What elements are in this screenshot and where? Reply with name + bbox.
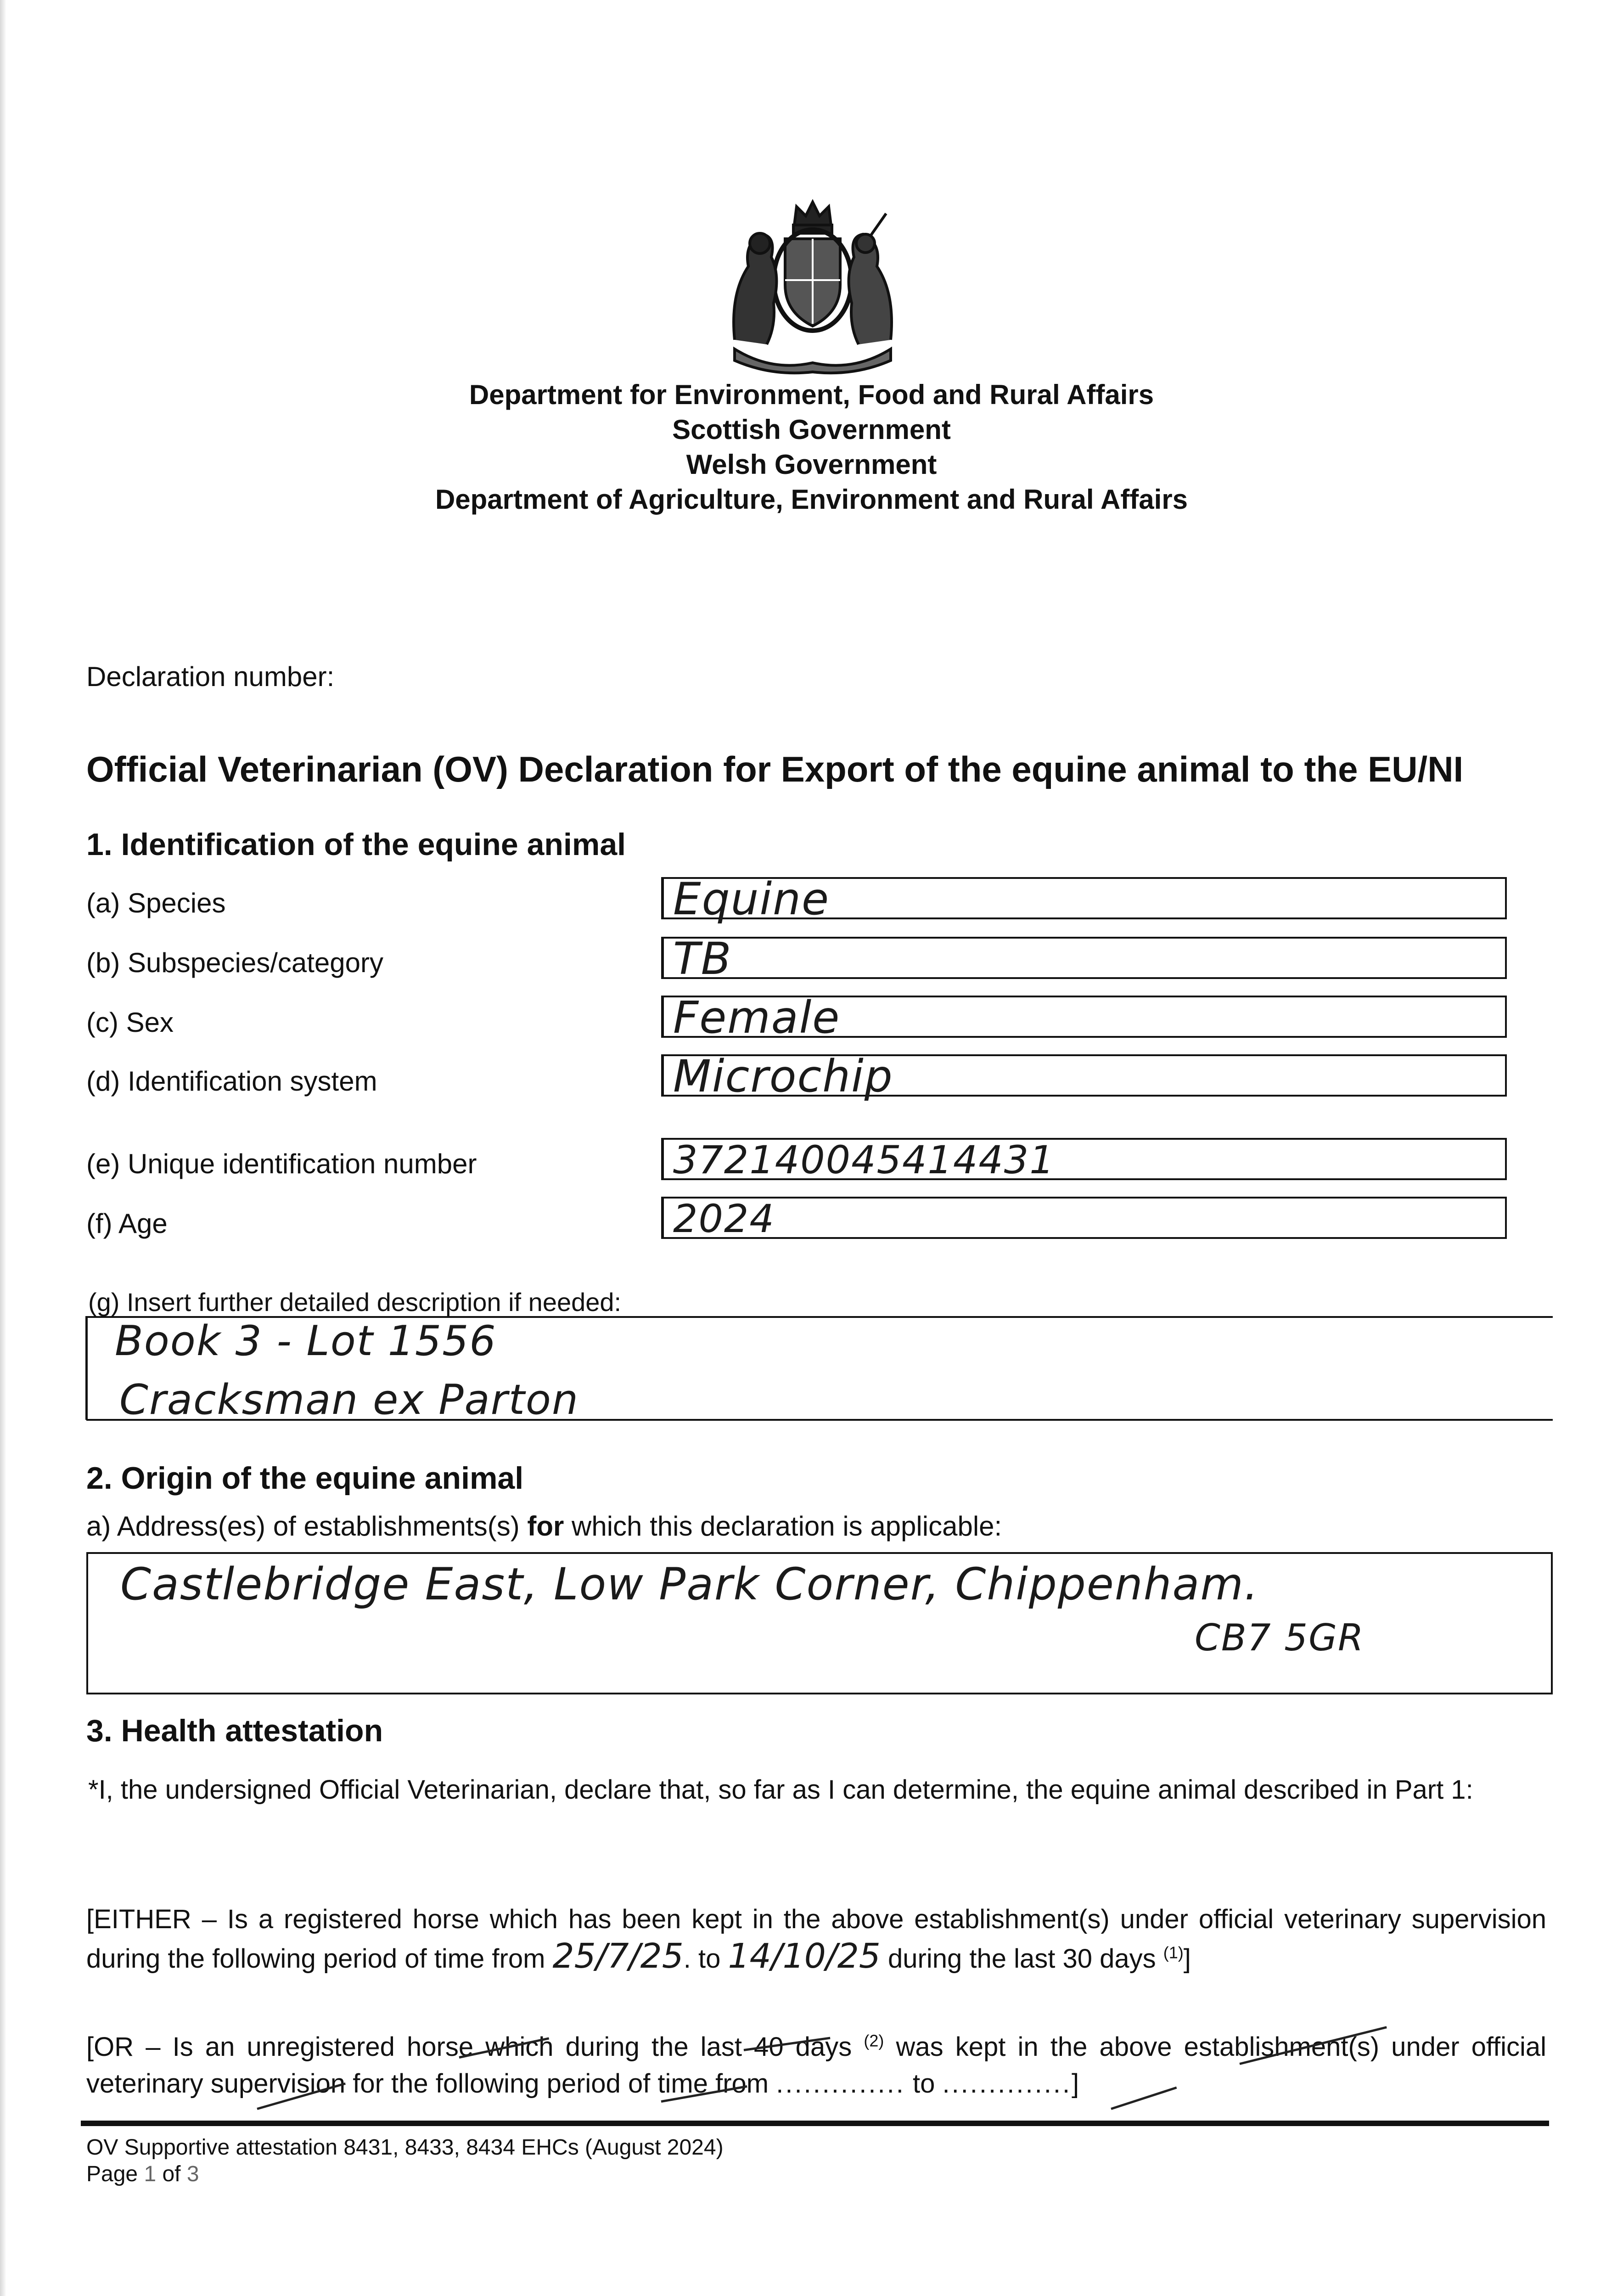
description-left-rule	[85, 1316, 88, 1420]
section1-heading: 1. Identification of the equine animal	[86, 827, 626, 862]
department-welsh-gov: Welsh Government	[686, 449, 937, 480]
footer-attestation: OV Supportive attestation 8431, 8433, 8434 EHCs (August 2024)	[86, 2135, 724, 2160]
sex-field[interactable]	[661, 992, 1507, 1043]
unique-id-value: 372140045414431	[673, 1137, 1055, 1182]
address-line-1: Castlebridge East, Low Park Corner, Chippenham.	[120, 1559, 1259, 1610]
document-title: Official Veterinarian (OV) Declaration for Export of the equine animal to the EU/NI	[86, 749, 1464, 789]
age-field[interactable]	[661, 1197, 1507, 1239]
identification-system-value: Microchip	[673, 1051, 893, 1102]
age-value: 2024	[673, 1196, 775, 1241]
address-label: a) Address(es) of establishments(s) for which this declaration is applicable:	[86, 1511, 1002, 1542]
identification-system-field[interactable]	[661, 1051, 1507, 1102]
either-to-date: 14/10/25	[728, 1936, 881, 1976]
subspecies-value: TB	[673, 933, 732, 985]
royal-coat-of-arms	[716, 193, 909, 377]
origin-address-box[interactable]	[86, 1552, 1553, 1694]
age-label: (f) Age	[86, 1208, 168, 1239]
subspecies-field[interactable]	[661, 933, 1507, 985]
description-line-1: Book 3 - Lot 1556	[115, 1317, 497, 1365]
description-line-2: Cracksman ex Parton	[119, 1376, 579, 1424]
either-from-date: 25/7/25	[552, 1936, 684, 1976]
health-attestation-intro: *I, the undersigned Official Veterinarian, declare that, so far as I can determine, the equine animal described in Part 1:	[88, 1775, 1473, 1805]
section3-heading: 3. Health attestation	[86, 1713, 383, 1748]
description-label: (g) Insert further detailed description if needed:	[88, 1288, 622, 1317]
department-scottish-gov: Scottish Government	[672, 414, 951, 445]
subspecies-label: (b) Subspecies/category	[86, 947, 383, 978]
sex-value: Female	[673, 992, 841, 1043]
department-daera: Department of Agriculture, Environment and Rural Affairs	[435, 484, 1188, 515]
unique-id-label: (e) Unique identification number	[86, 1148, 477, 1179]
footer-rule	[81, 2121, 1549, 2126]
species-label: (a) Species	[86, 888, 226, 918]
footer-page-number: Page 1 of 3	[86, 2162, 199, 2186]
species-value: Equine	[673, 873, 830, 925]
sex-label: (c) Sex	[86, 1007, 174, 1038]
scan-edge	[0, 0, 6, 2296]
or-clause: [OR – Is an unregistered horse which during the last 40 days $^{(2)}$ was kept in the above establishment(s) under official veterinary supervision for the following period of time from .............. to ..............]	[86, 2031, 1546, 2099]
declaration-number-label: Declaration number:	[86, 661, 335, 692]
unique-id-field[interactable]	[661, 1138, 1507, 1180]
either-clause: [EITHER – Is a registered horse which has been kept in the above establishment(s) under official veterinary supervision during the following period of time from 25/7/25. to 14/10/25 during the last 30 days $^{(1)}$]	[86, 1904, 1546, 1976]
address-line-2: CB7 5GR	[1195, 1616, 1365, 1659]
section2-heading: 2. Origin of the equine animal	[86, 1461, 524, 1496]
department-defra: Department for Environment, Food and Rural Affairs	[469, 379, 1154, 410]
identification-system-label: (d) Identification system	[86, 1066, 377, 1097]
species-field[interactable]	[661, 873, 1507, 925]
